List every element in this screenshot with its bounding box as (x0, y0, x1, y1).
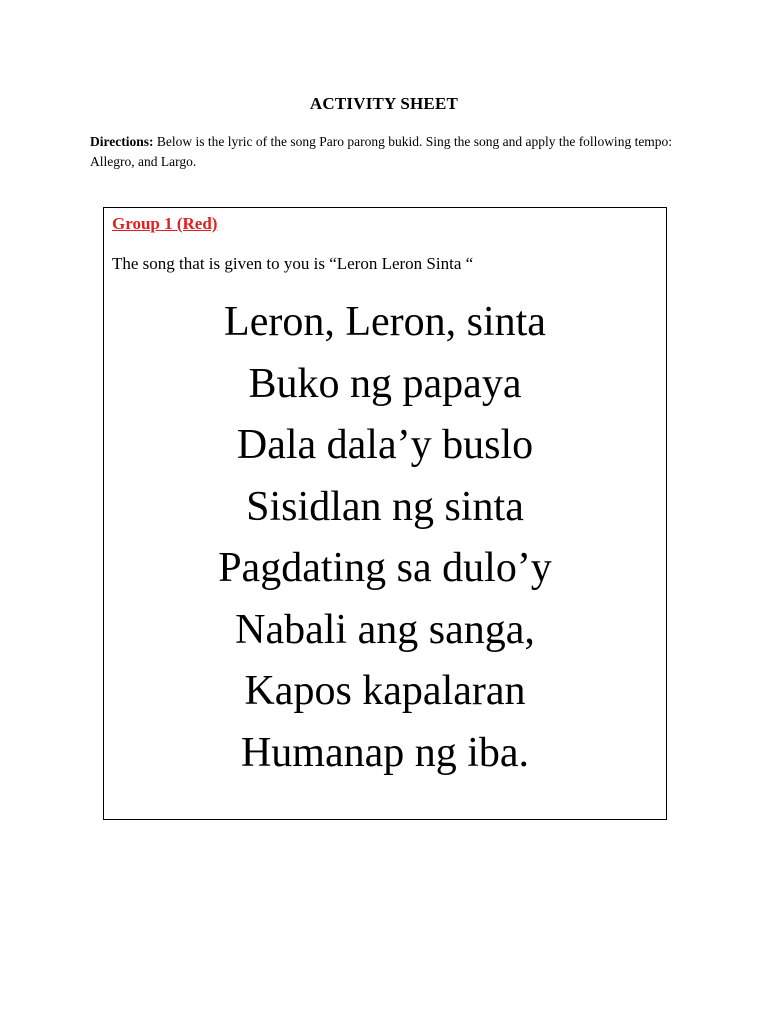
lyric-line: Dala dala’y buslo (236, 422, 534, 468)
lyric-line: Leron, Leron, sinta (224, 299, 546, 345)
lyric-line: Buko ng papaya (248, 360, 522, 407)
group-box (103, 207, 667, 820)
lyric-line: Nabali ang sanga, (235, 606, 535, 653)
lyric-line: Humanap ng iba. (240, 729, 530, 776)
directions-label: Directions: (90, 134, 154, 149)
lyric-line: Pagdating sa dulo’y (218, 545, 552, 591)
directions-paragraph (90, 132, 690, 172)
page-title: ACTIVITY SHEET (309, 94, 459, 113)
lyrics-block (104, 292, 666, 784)
song-intro: The song that is given to you is “Leron Leron Sinta “ (112, 254, 474, 273)
group-title: Group 1 (Red) (112, 214, 218, 233)
directions-text: Below is the lyric of the song Paro parong bukid. Sing the song and apply the following tempo: Allegro, and Largo. (90, 134, 673, 169)
lyric-line: Sisidlan ng sinta (246, 483, 524, 530)
lyric-line: Kapos kapalaran (244, 668, 526, 714)
